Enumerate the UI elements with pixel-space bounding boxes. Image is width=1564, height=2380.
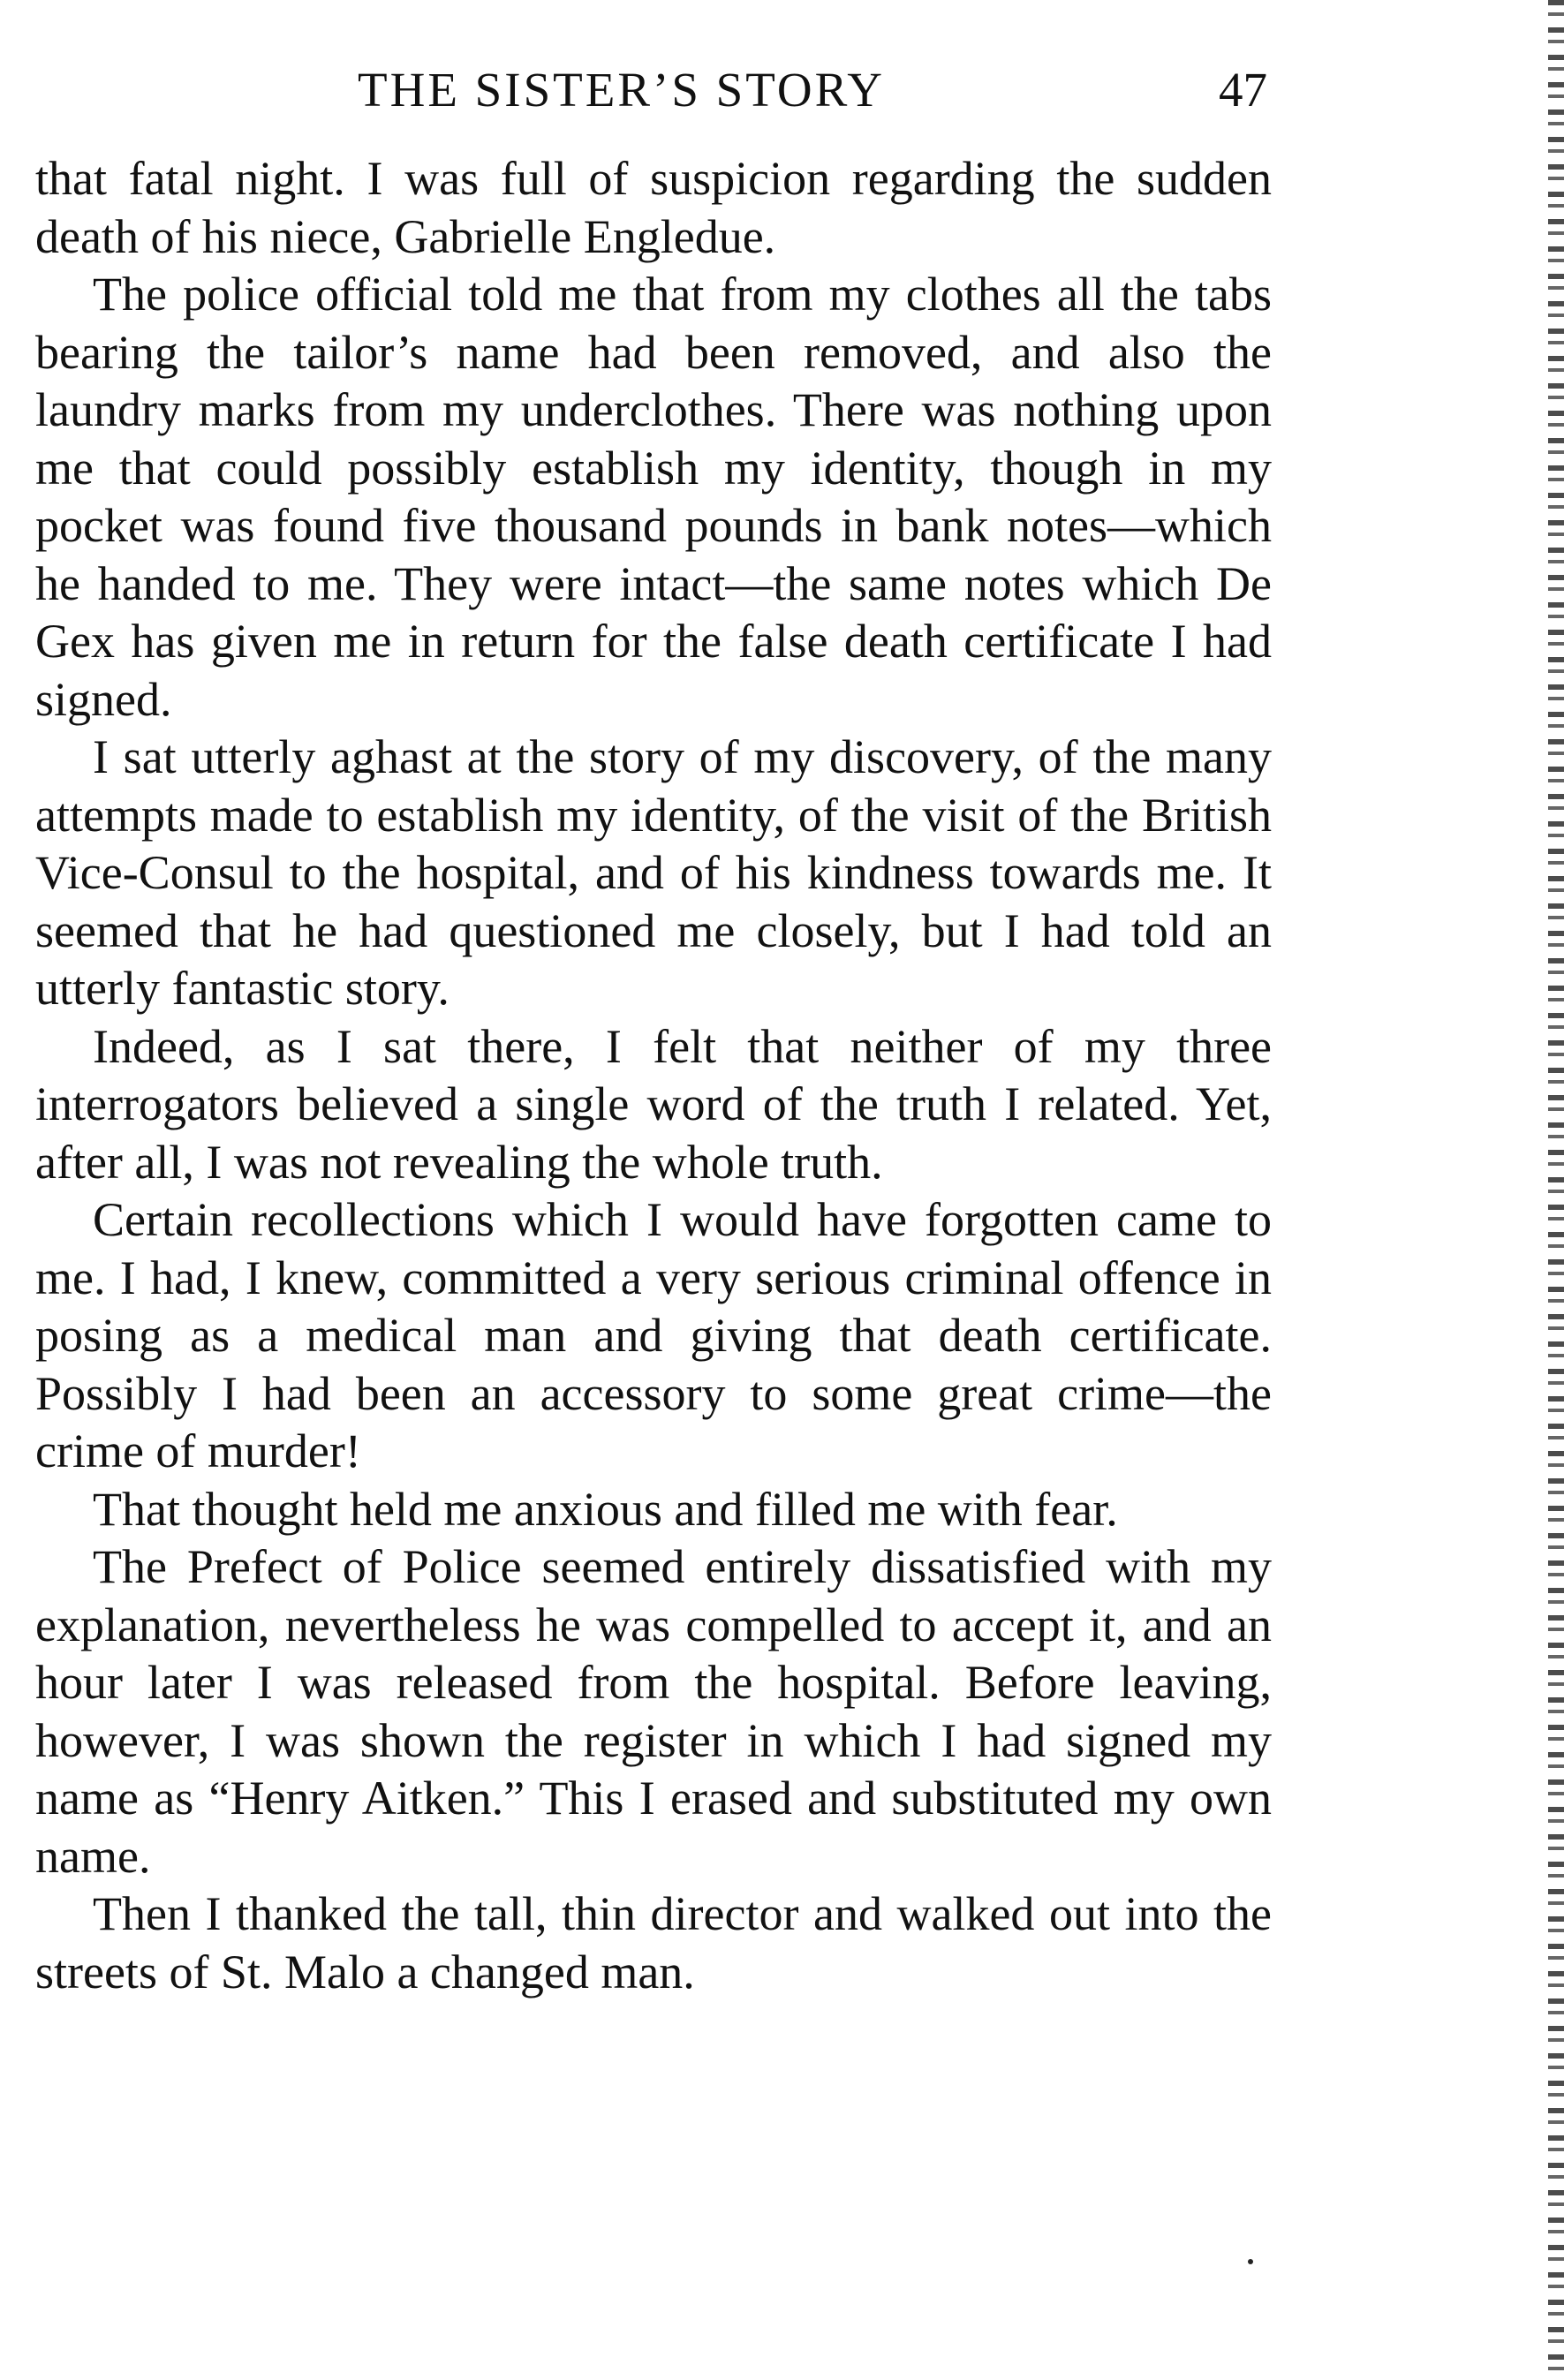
paragraph: Certain recollections which I would have forgotten came to me. I had, I knew, committed a very serious criminal offence in posing as a medical man and giving that death certificate. Possibly I had been an accessory to some great crime—the crime of murder! xyxy=(35,1193,1272,1477)
scan-edge-artifact xyxy=(1548,0,1564,2380)
paragraph: Indeed, as I sat there, I felt that neither of my three interrogators believed a single word of the truth I related. Yet, after all, I was not revealing the whole truth. xyxy=(35,1019,1272,1189)
paragraph: Then I thanked the tall, thin director and walked out into the streets of St. Malo a changed man. xyxy=(35,1887,1272,1998)
paragraph: that fatal night. I was full of suspicion regarding the sudden death of his niece, Gabrielle Engledue. xyxy=(35,152,1272,263)
paragraph: That thought held me anxious and filled me with fear. xyxy=(93,1482,1118,1536)
page-header xyxy=(53,62,1289,141)
page-number: 47 xyxy=(1219,63,1267,117)
paragraph: I sat utterly aghast at the story of my discovery, of the many attempts made to establish my identity, of the visit of the British Vice-Consul to the hospital, and of his kindness towards me. It seemed that he had questioned me closely, but I had told an utterly fantastic story. xyxy=(35,730,1272,1015)
paragraph: The Prefect of Police seemed entirely dissatisfied with my explanation, nevertheless he was compelled to accept it, and an hour later I was released from the hospital. Before leaving, however, I was shown the register in which I had signed my name as “Henry Aitken.” This I erased and substituted my own name. xyxy=(35,1540,1272,1883)
running-head: THE SISTER’S STORY xyxy=(358,63,885,117)
paragraph: The police official told me that from my clothes all the tabs bearing the tailor’s name had been removed, and also the laundry marks from my underclothes. There was nothing upon me that could possibly establish my identity, though in my pocket was found five thousand pounds in bank notes—which he handed to me. They were intact—the same notes which De Gex has given me in return for the false death certificate I had signed. xyxy=(35,268,1272,726)
ink-speck xyxy=(1248,2259,1253,2264)
body-text xyxy=(35,150,1272,2001)
